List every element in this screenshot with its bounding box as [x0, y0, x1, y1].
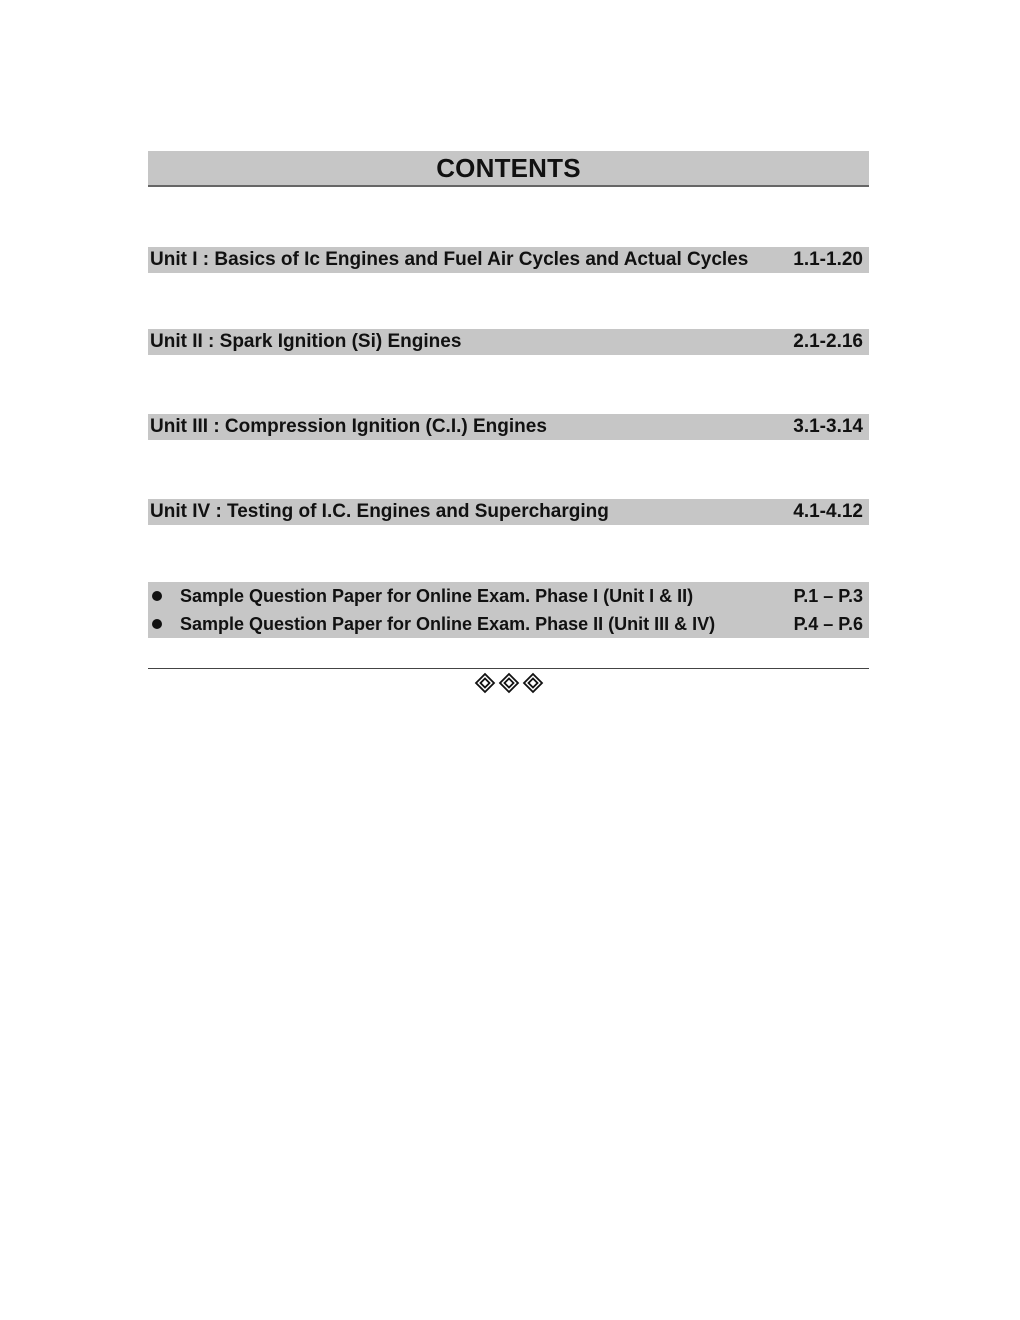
toc-entry-pages: P.1 – P.3	[793, 585, 863, 606]
toc-entry-title: Unit IV : Testing of I.C. Engines and Supercharging	[150, 501, 609, 522]
toc-entry-pages: 3.1-3.14	[793, 416, 863, 437]
bullet-icon	[152, 619, 162, 629]
toc-entry-unit-4[interactable]	[148, 499, 869, 525]
toc-entry-title: Sample Question Paper for Online Exam. Phase I (Unit I & II)	[180, 585, 694, 606]
toc-entry-pages: 1.1-1.20	[793, 249, 863, 270]
toc-entry-title: Unit I : Basics of Ic Engines and Fuel Air Cycles and Actual Cycles	[150, 249, 749, 270]
triple-diamond-ornament-icon	[474, 672, 544, 694]
footer-divider	[148, 668, 869, 669]
page-title: CONTENTS	[436, 152, 581, 183]
toc-entry-title: Unit III : Compression Ignition (C.I.) Engines	[150, 416, 547, 437]
toc-entry-unit-1[interactable]	[148, 247, 869, 273]
toc-entry-sample-paper-1[interactable]	[150, 582, 863, 610]
sample-papers-list	[148, 582, 869, 638]
toc-entry-sample-paper-2[interactable]	[150, 610, 863, 638]
toc-entry-unit-3[interactable]	[148, 414, 869, 440]
toc-entry-title: Unit II : Spark Ignition (Si) Engines	[150, 331, 462, 352]
contents-header-band	[148, 151, 869, 187]
toc-entry-pages: P.4 – P.6	[793, 613, 863, 634]
toc-entry-pages: 2.1-2.16	[793, 331, 863, 352]
toc-entry-title: Sample Question Paper for Online Exam. Phase II (Unit III & IV)	[180, 613, 716, 634]
toc-entry-pages: 4.1-4.12	[793, 501, 863, 522]
toc-entry-unit-2[interactable]	[148, 329, 869, 355]
bullet-icon	[152, 591, 162, 601]
